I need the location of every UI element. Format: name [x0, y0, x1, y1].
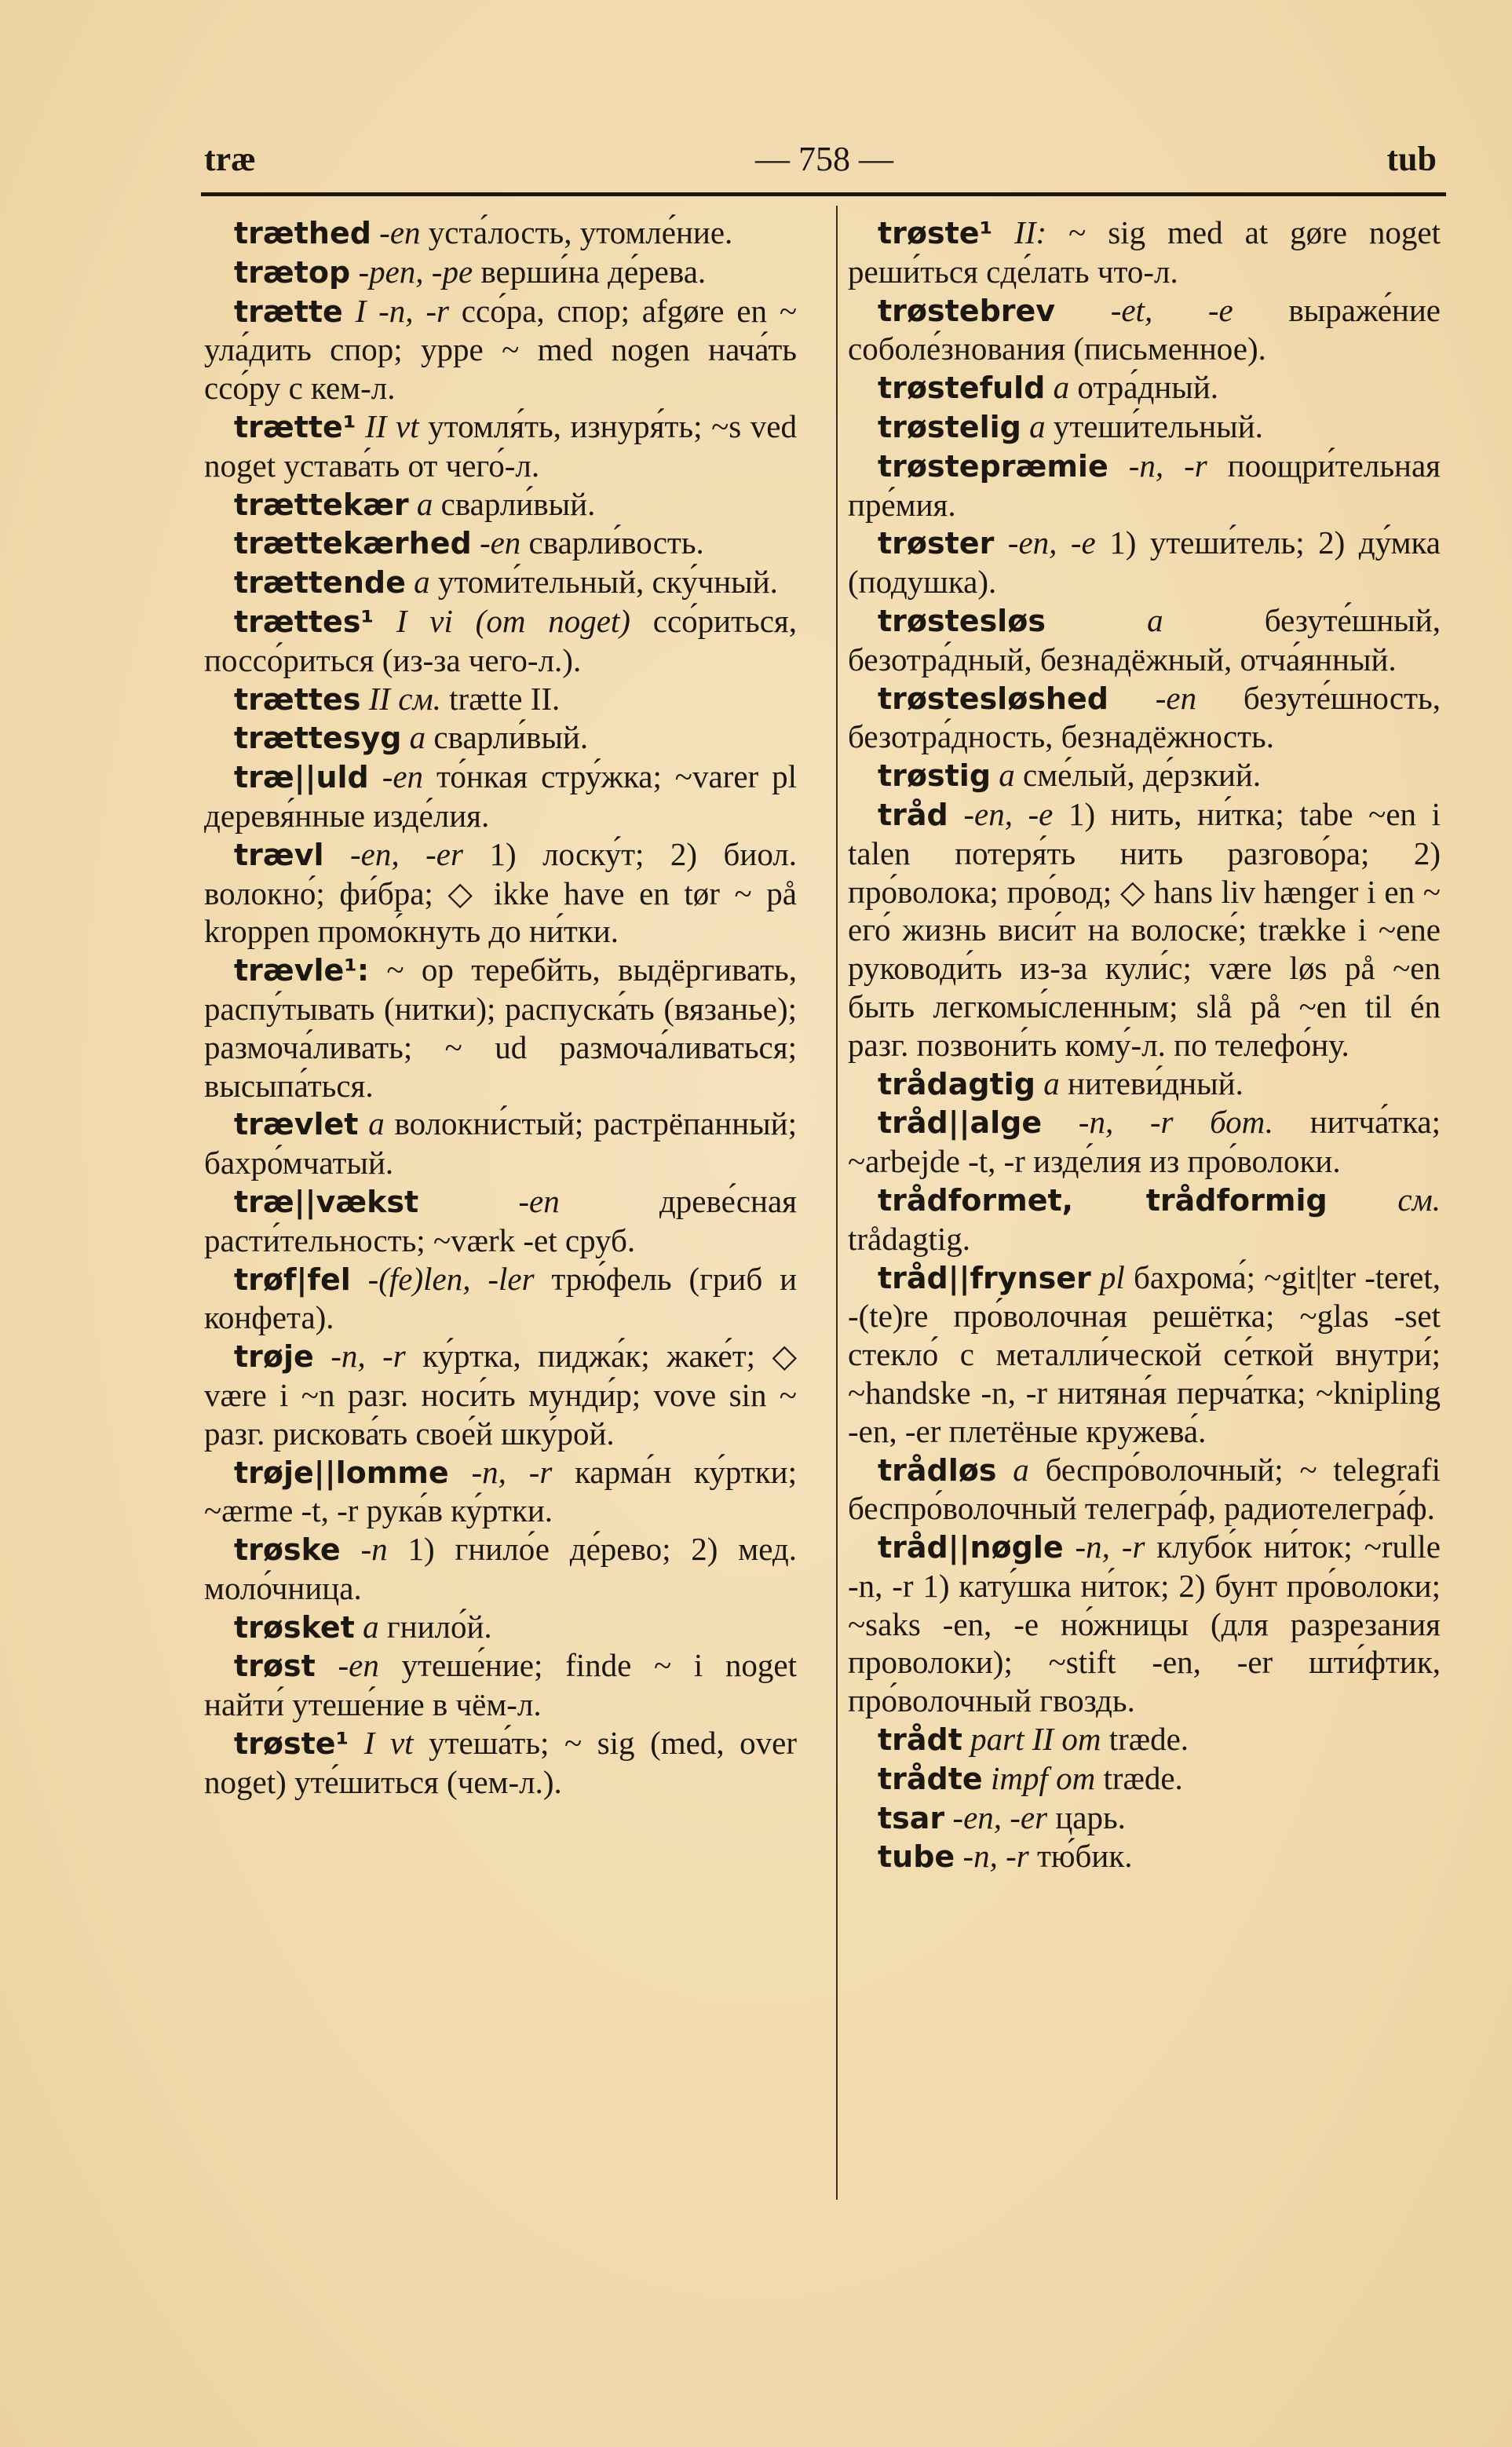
dictionary-entry: [204, 485, 797, 524]
headword: trådte: [878, 1761, 983, 1796]
grammar-label: -en: [379, 214, 421, 250]
dictionary-entry: [204, 951, 797, 1105]
definition: сварли́вый.: [433, 719, 589, 756]
grammar-label: a: [1029, 407, 1046, 444]
right-column: [848, 214, 1441, 1876]
definition: беспро́волочный; ~ telegrafi беспро́волочный телегра́ф, радиотелегра́ф.: [848, 1451, 1441, 1527]
grammar-label: -n, -r: [471, 1453, 553, 1490]
grammar-label: a: [1043, 1065, 1060, 1101]
headword: trøstesløs: [878, 603, 1046, 638]
definition: утеше́ние; finde ~ i noget найти́ утеше́ние в чём-л.: [204, 1647, 798, 1723]
headword: trættesyg: [234, 721, 402, 756]
headword: tråd||alge: [878, 1105, 1043, 1141]
dictionary-entry: [848, 1181, 1441, 1258]
dictionary-entry: [848, 1528, 1441, 1720]
definition: царь.: [1055, 1799, 1126, 1835]
headword: trådformet, trådformig: [878, 1182, 1328, 1218]
definition: безуте́шность, безотра́дность, безнадёжность.: [848, 679, 1441, 755]
headword: træthed: [234, 216, 371, 250]
grammar-label: II:: [1014, 214, 1047, 250]
headword: trådt: [878, 1722, 962, 1758]
grammar-label: -en: [1155, 679, 1197, 716]
headword: trøstepræmie: [878, 448, 1108, 484]
grammar-label: I -n, -r: [355, 292, 449, 329]
headword: trætte: [234, 294, 343, 329]
grammar-label: -en: [382, 758, 424, 795]
left-column: [204, 214, 797, 1802]
dictionary-entry: [204, 1724, 797, 1802]
grammar-label: a: [999, 757, 1015, 794]
grammar-label: I vi (om noget): [396, 602, 630, 639]
headword: trøstig: [878, 758, 992, 794]
headword: trævl: [234, 837, 324, 872]
headword: trøste¹: [878, 216, 993, 250]
definition: ссо́ра, спор; afgøre en ~ ула́дить спор; yppe ~ med nogen нача́ть ссо́ру с кем-л.: [204, 292, 798, 407]
grammar-label: part II om: [970, 1721, 1101, 1758]
running-header: [204, 132, 1444, 187]
dictionary-entry: [848, 795, 1441, 1065]
definition: утеша́ть; ~ sig (med, over noget) уте́шиться (чем-л.).: [204, 1725, 797, 1800]
definition: træde.: [1103, 1759, 1183, 1796]
definition: поощри́тельная пре́мия.: [848, 447, 1441, 523]
dictionary-entry: [848, 679, 1441, 757]
grammar-label: a: [414, 564, 430, 601]
headword: trøje: [234, 1339, 314, 1375]
headword: trøstebrev: [878, 293, 1056, 328]
grammar-label: a: [368, 1105, 385, 1142]
grammar-label: -en, -er: [350, 835, 463, 872]
headword: trøf|fel: [234, 1262, 351, 1297]
definition: бахрома́; ~git|ter -teret, -(te)re про́волочная решётка; ~glas -set стекло́ с металли́ческой се́ткой внутри́; ~handske -n, -r нитяна́я перча́тка; ~knipling -en, -er плетёные кружева́.: [848, 1258, 1441, 1449]
grammar-label: -en: [518, 1182, 560, 1219]
definition: карма́н ку́ртки; ~ærme -t, -r рука́в ку́ртки.: [204, 1453, 798, 1529]
definition: ку́ртка, пиджа́к; жаке́т; ◇ være i ~n разг. носи́ть мунди́р; vove sin ~ разг. рискова́ть свое́й шку́рой.: [204, 1338, 798, 1452]
definition: сварли́вый.: [440, 485, 596, 522]
header-guide-word-left: træ: [204, 140, 256, 178]
grammar-label: a: [1013, 1451, 1029, 1488]
dictionary-entry: [848, 291, 1441, 369]
headword: trætte¹: [234, 409, 356, 444]
definition: утоми́тельный, ску́чный.: [437, 564, 778, 601]
grammar-label: -pen, -pe: [358, 253, 473, 290]
grammar-label: -n: [360, 1531, 388, 1568]
definition: trætte II.: [449, 680, 561, 717]
headword: træ||vækst: [234, 1184, 419, 1219]
definition: ~ op теребйть, выдёргивать, распу́тывать (нитки); распуска́ть (вязанье); размоча́ливать; ~ ud размоча́ливаться; высыпа́ться.: [204, 951, 797, 1104]
dictionary-entry: [204, 1646, 797, 1724]
headword: tsar: [878, 1800, 945, 1835]
dictionary-entry: [848, 1759, 1441, 1799]
headword: trådagtig: [878, 1066, 1035, 1101]
grammar-label: -en, -e: [1007, 524, 1096, 561]
headword: trøske: [234, 1532, 341, 1568]
grammar-label: a: [416, 485, 433, 522]
headword: trættes¹: [234, 604, 374, 639]
dictionary-entry: [204, 758, 797, 835]
header-guide-word-right: tub: [1386, 140, 1437, 178]
definition: утеши́тельный.: [1053, 407, 1263, 444]
headword: tråd||nøgle: [878, 1530, 1064, 1565]
definition: уста́лость, утомле́ние.: [428, 214, 733, 250]
headword: trøst: [234, 1649, 316, 1684]
definition: ~ sig med at gøre noget реши́ться сде́лать что-л.: [848, 214, 1441, 290]
definition: безуте́шный, безотра́дный, безнадёжный, отча́янный.: [848, 601, 1441, 677]
headword: trævlet: [234, 1107, 359, 1142]
definition: гнило́й.: [386, 1608, 492, 1645]
dictionary-entry: [204, 602, 797, 680]
definition: 1) нить, ни́тка; tabe ~en i talen потеря́ть нить разгово́ра; 2) про́волока; про́вод; ◇ hans liv hænger i en ~ его́ жизнь виси́т на волоске́; trække i ~ene руководи́ть из-за кули́с; være løs på ~en быть легкомы́сленным; slå på ~en til én разг. позвони́ть кому́-л. по телефо́ну.: [848, 795, 1441, 1063]
dictionary-entry: [848, 601, 1441, 679]
dictionary-entry: [848, 1837, 1441, 1876]
definition: трю́фель (гриб и конфета).: [204, 1260, 798, 1336]
definition: верши́на де́рева.: [480, 253, 707, 290]
definition: выраже́ние соболе́знования (письменное).: [848, 291, 1441, 367]
grammar-label: -n, -r: [331, 1338, 406, 1375]
grammar-label: impf om: [990, 1759, 1096, 1796]
grammar-label: см.: [1397, 1181, 1441, 1218]
definition: отра́дный.: [1077, 369, 1219, 406]
definition: то́нкая стру́жка; ~varer pl деревя́нные изде́лия.: [204, 758, 798, 834]
definition: сме́лый, де́рзкий.: [1023, 757, 1262, 794]
headword: trådløs: [878, 1452, 997, 1488]
header-rule: [201, 192, 1446, 196]
definition: утомля́ть, изнуря́ть; ~s ved noget устава́ть от чего́-л.: [204, 407, 798, 484]
headword: trætop: [234, 254, 351, 290]
dictionary-entry: [848, 407, 1441, 447]
dictionary-entry: [204, 1530, 797, 1608]
headword: tråd||frynser: [878, 1260, 1091, 1295]
grammar-label: a: [1147, 601, 1163, 638]
definition: 1) гнило́е де́рево; 2) мед. моло́чница.: [204, 1531, 798, 1606]
grammar-label: -en: [338, 1647, 379, 1684]
dictionary-entry: [204, 253, 797, 292]
headword: trættekær: [234, 487, 409, 522]
headword: trøstelig: [878, 409, 1021, 444]
grammar-label: -en, -er: [952, 1799, 1048, 1835]
dictionary-entry: [204, 835, 797, 951]
headword: trøstesløshed: [878, 681, 1108, 716]
grammar-label: -en, -e: [963, 795, 1054, 832]
definition: сварли́вость.: [528, 524, 704, 561]
dictionary-entry: [848, 1799, 1441, 1838]
headword: trættes: [234, 681, 361, 717]
dictionary-entry: [848, 1103, 1441, 1181]
dictionary-entry: [848, 1720, 1441, 1759]
grammar-label: I vt: [363, 1725, 414, 1762]
dictionary-entry: [204, 292, 797, 407]
grammar-label: a: [409, 719, 426, 756]
grammar-label: -et, -e: [1110, 291, 1233, 328]
headword: trævle¹:: [234, 953, 370, 988]
dictionary-entry: [848, 1451, 1441, 1528]
definition: ссо́риться, поссо́риться (из-за чего-л.).: [204, 602, 798, 678]
dictionary-entry: [848, 1258, 1441, 1451]
dictionary-entry: [848, 214, 1441, 291]
dictionary-entry: [848, 1065, 1441, 1104]
headword: trøstefuld: [878, 371, 1046, 406]
dictionary-entry: [204, 718, 797, 758]
definition: нитеви́дный.: [1067, 1065, 1244, 1101]
dictionary-entry: [848, 524, 1441, 601]
headword: tube: [878, 1839, 955, 1875]
grammar-label: a: [363, 1608, 379, 1645]
page-number: — 758 —: [755, 140, 893, 178]
definition: волокни́стый; растрёпанный; бахро́мчатый.: [204, 1105, 798, 1181]
dictionary-entry: [204, 524, 797, 563]
headword: trættekærhed: [234, 526, 472, 561]
definition: trådagtig.: [848, 1220, 970, 1257]
headword: tråd: [878, 797, 948, 832]
dictionary-entry: [204, 1260, 797, 1338]
headword: træ||uld: [234, 760, 369, 795]
grammar-label: a: [1053, 369, 1070, 406]
dictionary-entry: [204, 1105, 797, 1182]
grammar-label: -(fe)len, -ler: [367, 1260, 535, 1297]
grammar-label: -n, -r: [1128, 447, 1207, 484]
grammar-label: -n, -r: [962, 1838, 1029, 1875]
definition: 1) лоску́т; 2) биол. волокно́; фи́бра; ◇ ikke have en tør ~ på kroppen промо́кнуть до ни́тки.: [204, 835, 798, 950]
grammar-label: II см.: [368, 680, 441, 717]
headword: trættende: [234, 565, 406, 601]
definition: нитча́тка; ~arbejde -t, -r изде́лия из про́волоки.: [848, 1104, 1441, 1180]
dictionary-entry: [848, 447, 1441, 524]
grammar-label: II vt: [365, 407, 419, 444]
dictionary-entry: [204, 1337, 797, 1452]
definition: 1) утеши́тель; 2) ду́мка (подушка).: [848, 524, 1441, 601]
grammar-label: -en: [479, 524, 521, 561]
definition: тю́бик.: [1036, 1838, 1133, 1875]
dictionary-entry: [204, 680, 797, 719]
column-divider: [836, 206, 838, 2200]
definition: клубо́к ни́ток; ~rulle -n, -r 1) кату́шка ни́ток; 2) бунт про́волоки; ~saks -en, -e но́жницы (для разрезания проволоки); ~stift -en, -er шти́фтик, про́волочный гвоздь.: [848, 1528, 1441, 1719]
headword: trøje||lomme: [234, 1455, 449, 1490]
headword: trøste¹: [234, 1726, 349, 1762]
headword: trøsket: [234, 1609, 355, 1645]
dictionary-entry: [204, 1182, 797, 1260]
dictionary-entry: [848, 756, 1441, 795]
dictionary-entry: [204, 407, 797, 485]
dictionary-entry: [848, 368, 1441, 407]
dictionary-entry: [204, 1453, 797, 1531]
definition: træde.: [1108, 1721, 1189, 1758]
headword: trøster: [878, 526, 995, 561]
dictionary-entry: [204, 1608, 797, 1647]
grammar-label: -n, -r бот.: [1078, 1104, 1274, 1141]
grammar-label: -n, -r: [1075, 1528, 1145, 1565]
definition: древе́сная расти́тельность; ~værk -et сруб.: [204, 1182, 798, 1258]
dictionary-entry: [204, 563, 797, 602]
grammar-label: pl: [1099, 1258, 1125, 1295]
dictionary-entry: [204, 214, 797, 253]
